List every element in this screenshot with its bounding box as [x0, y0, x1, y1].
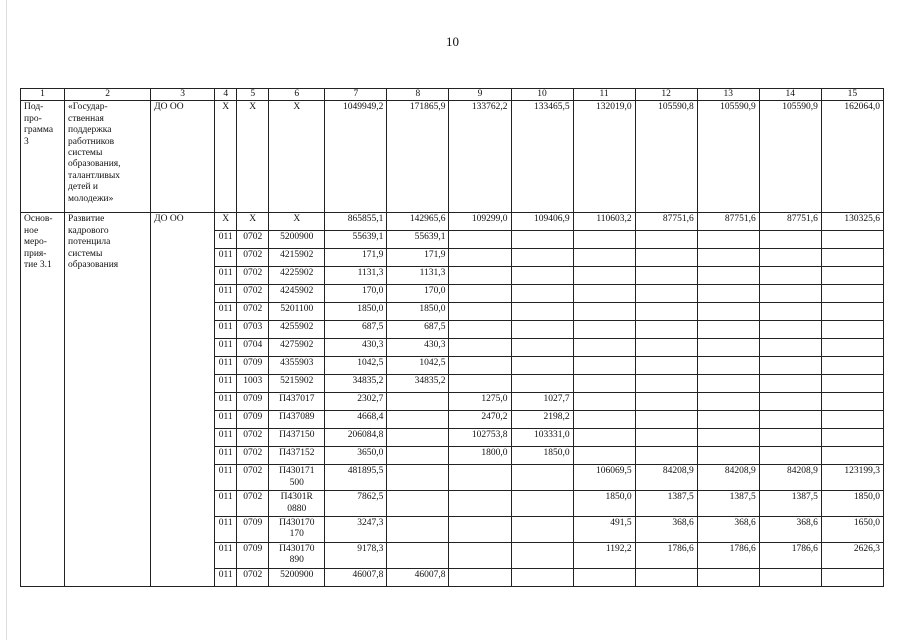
table-cell: 109299,0: [449, 213, 511, 231]
amount-cell: [821, 321, 883, 339]
table-cell: 132019,0: [573, 101, 635, 213]
amount-cell: [387, 411, 449, 429]
amount-cell: [573, 357, 635, 375]
ministry-code: 011: [215, 465, 237, 491]
amount-cell: 687,5: [325, 321, 387, 339]
table-cell: 171865,9: [387, 101, 449, 213]
amount-cell: [697, 267, 759, 285]
table-cell: 142965,6: [387, 213, 449, 231]
column-number: 15: [821, 89, 883, 101]
ministry-code: 011: [215, 491, 237, 517]
amount-cell: [635, 267, 697, 285]
amount-cell: [573, 231, 635, 249]
column-number: 8: [387, 89, 449, 101]
amount-cell: [511, 542, 573, 568]
section-code: 0709: [237, 357, 269, 375]
table-cell: 133465,5: [511, 101, 573, 213]
amount-cell: [697, 357, 759, 375]
column-number: 4: [215, 89, 237, 101]
amount-cell: [821, 249, 883, 267]
amount-cell: 430,3: [325, 339, 387, 357]
amount-cell: 1192,2: [573, 542, 635, 568]
amount-cell: [759, 267, 821, 285]
amount-cell: 206084,8: [325, 429, 387, 447]
amount-cell: [449, 321, 511, 339]
amount-cell: [573, 249, 635, 267]
amount-cell: [821, 339, 883, 357]
section-code: 0702: [237, 267, 269, 285]
amount-cell: [573, 267, 635, 285]
amount-cell: 123199,3: [821, 465, 883, 491]
amount-cell: [573, 568, 635, 586]
column-number: 5: [237, 89, 269, 101]
amount-cell: 84208,9: [759, 465, 821, 491]
ministry-code: 011: [215, 429, 237, 447]
amount-cell: [759, 339, 821, 357]
amount-cell: 1850,0: [821, 491, 883, 517]
ministry-code: 011: [215, 249, 237, 267]
amount-cell: 2470,2: [449, 411, 511, 429]
table-cell: Х: [215, 101, 237, 213]
target-code: П430171 500: [269, 465, 325, 491]
column-number: 7: [325, 89, 387, 101]
target-code: 4275902: [269, 339, 325, 357]
amount-cell: 1650,0: [821, 516, 883, 542]
section-code: 0702: [237, 285, 269, 303]
target-code: П437152: [269, 447, 325, 465]
table-cell: 105590,8: [635, 101, 697, 213]
column-number: 13: [697, 89, 759, 101]
responsible-executor: ДО ОО: [151, 213, 215, 586]
ministry-code: 011: [215, 303, 237, 321]
amount-cell: 9178,3: [325, 542, 387, 568]
target-code: 5215902: [269, 375, 325, 393]
section-code: 0704: [237, 339, 269, 357]
amount-cell: 171,9: [387, 249, 449, 267]
amount-cell: 34835,2: [387, 375, 449, 393]
ministry-code: 011: [215, 447, 237, 465]
section-code: 0709: [237, 411, 269, 429]
amount-cell: [573, 303, 635, 321]
section-code: 0702: [237, 429, 269, 447]
subprogram-label: Под- про- грамма 3: [21, 101, 65, 213]
ministry-code: 011: [215, 411, 237, 429]
amount-cell: 1387,5: [697, 491, 759, 517]
amount-cell: [759, 429, 821, 447]
ministry-code: 011: [215, 568, 237, 586]
target-code: 4255902: [269, 321, 325, 339]
amount-cell: 3650,0: [325, 447, 387, 465]
amount-cell: [759, 568, 821, 586]
amount-cell: 55639,1: [387, 231, 449, 249]
responsible-executor: ДО ОО: [151, 101, 215, 213]
amount-cell: 1850,0: [511, 447, 573, 465]
ministry-code: 011: [215, 339, 237, 357]
amount-cell: [573, 285, 635, 303]
table-cell: 87751,6: [697, 213, 759, 231]
target-code: 4225902: [269, 267, 325, 285]
ministry-code: 011: [215, 321, 237, 339]
amount-cell: 2302,7: [325, 393, 387, 411]
amount-cell: [635, 429, 697, 447]
table-cell: 105590,9: [759, 101, 821, 213]
amount-cell: [449, 375, 511, 393]
column-number-row: [21, 89, 884, 101]
amount-cell: 55639,1: [325, 231, 387, 249]
amount-cell: [511, 375, 573, 393]
amount-cell: 1042,5: [387, 357, 449, 375]
amount-cell: 1800,0: [449, 447, 511, 465]
amount-cell: [821, 267, 883, 285]
amount-cell: [573, 375, 635, 393]
amount-cell: [511, 339, 573, 357]
table-cell: 109406,9: [511, 213, 573, 231]
amount-cell: [387, 491, 449, 517]
amount-cell: [573, 411, 635, 429]
section-code: 0709: [237, 516, 269, 542]
amount-cell: [697, 393, 759, 411]
amount-cell: 2626,3: [821, 542, 883, 568]
amount-cell: 170,0: [387, 285, 449, 303]
amount-cell: 171,9: [325, 249, 387, 267]
amount-cell: 1786,6: [697, 542, 759, 568]
ministry-code: 011: [215, 231, 237, 249]
amount-cell: [821, 429, 883, 447]
amount-cell: [821, 375, 883, 393]
amount-cell: [697, 231, 759, 249]
target-code: 5200900: [269, 231, 325, 249]
amount-cell: 1786,6: [635, 542, 697, 568]
amount-cell: [449, 491, 511, 517]
section-code: 0702: [237, 447, 269, 465]
amount-cell: 46007,8: [387, 568, 449, 586]
section-code: 0702: [237, 465, 269, 491]
table-cell: 162064,0: [821, 101, 883, 213]
table-cell: 133762,2: [449, 101, 511, 213]
amount-cell: 46007,8: [325, 568, 387, 586]
amount-cell: 430,3: [387, 339, 449, 357]
amount-cell: [635, 231, 697, 249]
table-cell: 87751,6: [635, 213, 697, 231]
amount-cell: [511, 303, 573, 321]
amount-cell: 1275,0: [449, 393, 511, 411]
budget-table: [20, 88, 884, 587]
amount-cell: 103331,0: [511, 429, 573, 447]
table-cell: Х: [237, 101, 269, 213]
section-code: 0702: [237, 231, 269, 249]
amount-cell: [821, 303, 883, 321]
amount-cell: 1027,7: [511, 393, 573, 411]
amount-cell: [511, 357, 573, 375]
ministry-code: 011: [215, 285, 237, 303]
amount-cell: [821, 393, 883, 411]
column-number: 14: [759, 89, 821, 101]
subprogram-row: [21, 101, 884, 213]
amount-cell: [635, 285, 697, 303]
amount-cell: [759, 375, 821, 393]
section-code: 0702: [237, 568, 269, 586]
amount-cell: [697, 249, 759, 267]
amount-cell: 1387,5: [759, 491, 821, 517]
target-code: П4301R 0880: [269, 491, 325, 517]
amount-cell: [759, 285, 821, 303]
amount-cell: [511, 568, 573, 586]
amount-cell: [511, 491, 573, 517]
section-code: 0702: [237, 249, 269, 267]
amount-cell: [449, 516, 511, 542]
amount-cell: [449, 249, 511, 267]
amount-cell: [697, 568, 759, 586]
amount-cell: 84208,9: [697, 465, 759, 491]
amount-cell: 2198,2: [511, 411, 573, 429]
amount-cell: [697, 321, 759, 339]
amount-cell: [635, 568, 697, 586]
column-number: 2: [65, 89, 151, 101]
table-cell: 865855,1: [325, 213, 387, 231]
event-title: Развитие кадрового потенцила системы образования: [65, 213, 151, 586]
amount-cell: [635, 357, 697, 375]
table-cell: Х: [237, 213, 269, 231]
section-code: 1003: [237, 375, 269, 393]
amount-cell: [635, 249, 697, 267]
amount-cell: [697, 285, 759, 303]
target-code: П437150: [269, 429, 325, 447]
amount-cell: [635, 321, 697, 339]
amount-cell: [387, 542, 449, 568]
section-code: 0702: [237, 491, 269, 517]
amount-cell: [697, 303, 759, 321]
amount-cell: 1131,3: [387, 267, 449, 285]
column-number: 1: [21, 89, 65, 101]
amount-cell: [449, 542, 511, 568]
amount-cell: 102753,8: [449, 429, 511, 447]
amount-cell: 1042,5: [325, 357, 387, 375]
amount-cell: [759, 447, 821, 465]
table-cell: 105590,9: [697, 101, 759, 213]
amount-cell: [511, 465, 573, 491]
target-code: 4355903: [269, 357, 325, 375]
amount-cell: [821, 447, 883, 465]
amount-cell: [821, 285, 883, 303]
amount-cell: [635, 339, 697, 357]
table-cell: 110603,2: [573, 213, 635, 231]
target-code: П430170 890: [269, 542, 325, 568]
amount-cell: 3247,3: [325, 516, 387, 542]
amount-cell: [449, 285, 511, 303]
target-code: П437089: [269, 411, 325, 429]
amount-cell: [387, 465, 449, 491]
ministry-code: 011: [215, 267, 237, 285]
amount-cell: [821, 568, 883, 586]
amount-cell: 7862,5: [325, 491, 387, 517]
amount-cell: 491,5: [573, 516, 635, 542]
amount-cell: [697, 375, 759, 393]
amount-cell: 1850,0: [387, 303, 449, 321]
amount-cell: [759, 411, 821, 429]
table-cell: 1049949,2: [325, 101, 387, 213]
ministry-code: 011: [215, 516, 237, 542]
amount-cell: [759, 231, 821, 249]
amount-cell: [821, 231, 883, 249]
amount-cell: [635, 393, 697, 411]
subprogram-title: «Государ- ственная поддержка работников системы образования, талантливых детей и молодежи»: [65, 101, 151, 213]
page-number: 10: [446, 34, 459, 49]
amount-cell: 1786,6: [759, 542, 821, 568]
amount-cell: 687,5: [387, 321, 449, 339]
amount-cell: 84208,9: [635, 465, 697, 491]
column-number: 12: [635, 89, 697, 101]
amount-cell: [449, 231, 511, 249]
amount-cell: [449, 303, 511, 321]
event-label: Основ- ное меро- прия- тие 3.1: [21, 213, 65, 586]
column-number: 9: [449, 89, 511, 101]
amount-cell: [635, 411, 697, 429]
amount-cell: [449, 357, 511, 375]
amount-cell: [635, 375, 697, 393]
amount-cell: [511, 285, 573, 303]
table-cell: 130325,6: [821, 213, 883, 231]
amount-cell: [511, 516, 573, 542]
target-code: 5201100: [269, 303, 325, 321]
ministry-code: 011: [215, 393, 237, 411]
amount-cell: [387, 516, 449, 542]
amount-cell: [759, 393, 821, 411]
amount-cell: [821, 411, 883, 429]
amount-cell: [759, 357, 821, 375]
column-number: 3: [151, 89, 215, 101]
page-edge-line: [6, 0, 7, 640]
ministry-code: 011: [215, 357, 237, 375]
section-code: 0702: [237, 303, 269, 321]
amount-cell: 481895,5: [325, 465, 387, 491]
amount-cell: [449, 465, 511, 491]
amount-cell: [511, 249, 573, 267]
amount-cell: 368,6: [759, 516, 821, 542]
amount-cell: [449, 339, 511, 357]
amount-cell: 368,6: [635, 516, 697, 542]
column-number: 11: [573, 89, 635, 101]
amount-cell: [511, 231, 573, 249]
table-cell: Х: [215, 213, 237, 231]
amount-cell: [387, 447, 449, 465]
amount-cell: [759, 303, 821, 321]
amount-cell: [511, 267, 573, 285]
table-cell: Х: [269, 213, 325, 231]
event-row: [21, 213, 884, 231]
column-number: 6: [269, 89, 325, 101]
amount-cell: [573, 339, 635, 357]
ministry-code: 011: [215, 542, 237, 568]
section-code: 0709: [237, 393, 269, 411]
amount-cell: [821, 357, 883, 375]
amount-cell: 4668,4: [325, 411, 387, 429]
section-code: 0703: [237, 321, 269, 339]
amount-cell: [635, 447, 697, 465]
amount-cell: 106069,5: [573, 465, 635, 491]
ministry-code: 011: [215, 375, 237, 393]
amount-cell: [697, 411, 759, 429]
table-cell: 87751,6: [759, 213, 821, 231]
amount-cell: [573, 429, 635, 447]
amount-cell: [573, 447, 635, 465]
amount-cell: [573, 321, 635, 339]
amount-cell: [635, 303, 697, 321]
amount-cell: [573, 393, 635, 411]
target-code: 5200900: [269, 568, 325, 586]
amount-cell: [449, 267, 511, 285]
target-code: П437017: [269, 393, 325, 411]
target-code: 4215902: [269, 249, 325, 267]
amount-cell: [387, 393, 449, 411]
target-code: П430170 170: [269, 516, 325, 542]
amount-cell: [759, 321, 821, 339]
column-number: 10: [511, 89, 573, 101]
amount-cell: [511, 321, 573, 339]
amount-cell: 1387,5: [635, 491, 697, 517]
amount-cell: [697, 339, 759, 357]
amount-cell: 1850,0: [573, 491, 635, 517]
table-cell: Х: [269, 101, 325, 213]
amount-cell: [759, 249, 821, 267]
amount-cell: [449, 568, 511, 586]
amount-cell: 368,6: [697, 516, 759, 542]
amount-cell: [387, 429, 449, 447]
section-code: 0709: [237, 542, 269, 568]
amount-cell: 34835,2: [325, 375, 387, 393]
amount-cell: [697, 447, 759, 465]
amount-cell: 1131,3: [325, 267, 387, 285]
amount-cell: 1850,0: [325, 303, 387, 321]
amount-cell: 170,0: [325, 285, 387, 303]
amount-cell: [697, 429, 759, 447]
target-code: 4245902: [269, 285, 325, 303]
